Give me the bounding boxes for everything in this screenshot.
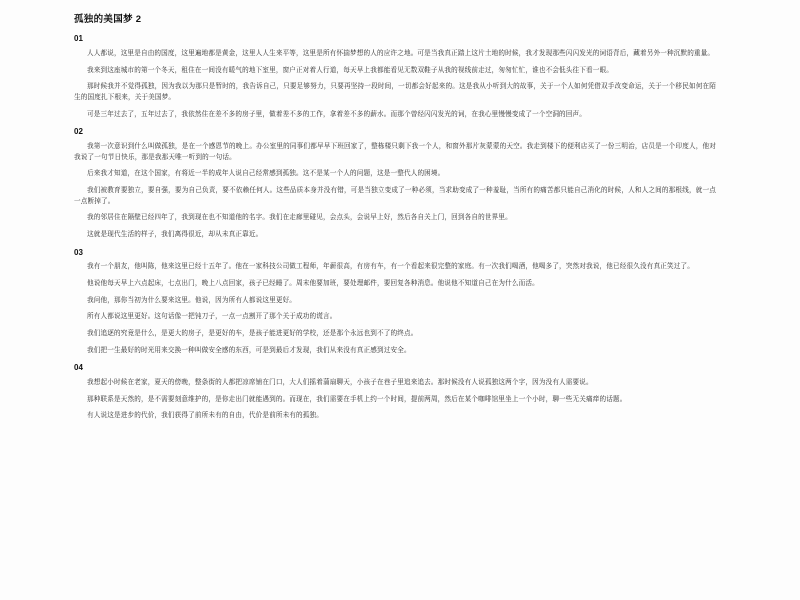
paragraph: 人人都说，这里是自由的国度，这里遍地都是黄金，这里人人生来平等，这里是所有怀揣梦想的人的应许之地。可是当我真正踏上这片土地的时候，我才发现那些闪闪发光的词语背后，藏着另外一种沉默的重量。 — [87, 49, 715, 57]
paragraph: 我想起小时候在老家，夏天的傍晚，整条街的人都把凉席铺在门口，大人们摇着蒲扇聊天，小孩子在巷子里追来追去。那时候没有人说孤独这两个字，因为没有人需要说。 — [87, 378, 593, 386]
paragraph: 有人说这是进步的代价，我们获得了前所未有的自由，代价是前所未有的孤独。 — [87, 412, 324, 420]
section-heading: 02 — [74, 127, 83, 137]
paragraph: 我问他，那你当初为什么要来这里。他说，因为所有人都说这里更好。 — [87, 296, 297, 304]
paragraph: 这就是现代生活的样子，我们离得很近，却从未真正靠近。 — [87, 230, 263, 238]
paragraph: 他说他每天早上六点起床，七点出门，晚上八点回家，孩子已经睡了。周末他要加班，要处理邮件，要回复各种消息。他说他不知道自己在为什么而活。 — [87, 279, 539, 287]
paragraph: 可是三年过去了，五年过去了，我依然住在差不多的房子里，做着差不多的工作，拿着差不多的薪水。而那个曾经闪闪发光的词，在我心里慢慢变成了一个空洞的回声。 — [87, 110, 587, 118]
paragraph: 那时候我并不觉得孤独，因为我以为那只是暂时的，我告诉自己，只要足够努力，只要再坚持一段时间，一切都会好起来的。这是我从小听到大的故事，关于一个人如何凭借双手改变命运，关于一个移民如何在陌生的国度扎下根来，关于美国梦。 — [74, 83, 716, 101]
section-heading: 03 — [74, 247, 83, 257]
document-body — [74, 34, 716, 421]
paragraph: 我们追逐的究竟是什么，是更大的房子，是更好的车，是孩子能进更好的学校，还是那个永远也到不了的终点。 — [87, 329, 418, 337]
section-heading: 01 — [74, 34, 83, 44]
section-heading: 04 — [74, 363, 83, 373]
paragraph: 后来我才知道，在这个国家，有将近一半的成年人说自己经常感到孤独。这不是某一个人的问题，这是一整代人的困境。 — [87, 170, 445, 178]
paragraph: 我们被教育要独立，要自强，要为自己负责，要不依赖任何人。这些品质本身并没有错，可是当独立变成了一种必须，当求助变成了一种羞耻，当所有的痛苦都只能自己消化的时候，人和人之间的那根线，就一点一点断掉了。 — [74, 186, 716, 205]
paragraph: 我的邻居住在隔壁已经四年了，我到现在也不知道他的名字。我们在走廊里碰见，会点头，会说早上好，然后各自关上门，回到各自的世界里。 — [87, 214, 512, 222]
paragraph: 我们把一生最好的时光用来交换一种叫做安全感的东西，可是到最后才发现，我们从来没有真正感到过安全。 — [87, 346, 411, 354]
paragraph: 我有一个朋友，他叫陈，他来这里已经十五年了。他在一家科技公司做工程师，年薪很高，有房有车，有一个看起来很完整的家庭。有一次我们喝酒，他喝多了，突然对我说，他已经很久没有真正笑过了。 — [87, 263, 694, 271]
paragraph: 那种联系是天然的，是不需要刻意维护的，是你走出门就能遇到的。而现在，我们需要在手机上约一个时间，提前两周，然后在某个咖啡馆里坐上一个小时，聊一些无关痛痒的话题。 — [87, 395, 627, 403]
page-title: 孤独的美国梦 2 — [74, 14, 142, 25]
paragraph: 所有人都说这里更好。这句话像一把钝刀子，一点一点割开了那个关于成功的谎言。 — [87, 313, 337, 321]
paragraph: 我来到这座城市的第一个冬天，租住在一间没有暖气的地下室里，窗户正对着人行道，每天早上我都能看见无数双鞋子从我的视线前走过，匆匆忙忙，谁也不会低头往下看一眼。 — [87, 66, 614, 74]
paragraph: 我第一次意识到什么叫做孤独，是在一个感恩节的晚上。办公室里的同事们都早早下班回家了，整栋楼只剩下我一个人，和窗外那片灰蒙蒙的天空。我走到楼下的便利店买了一份三明治，店员是一个印度人，他对我说了一句节日快乐，那是我那天唯一听到的一句话。 — [74, 142, 716, 161]
